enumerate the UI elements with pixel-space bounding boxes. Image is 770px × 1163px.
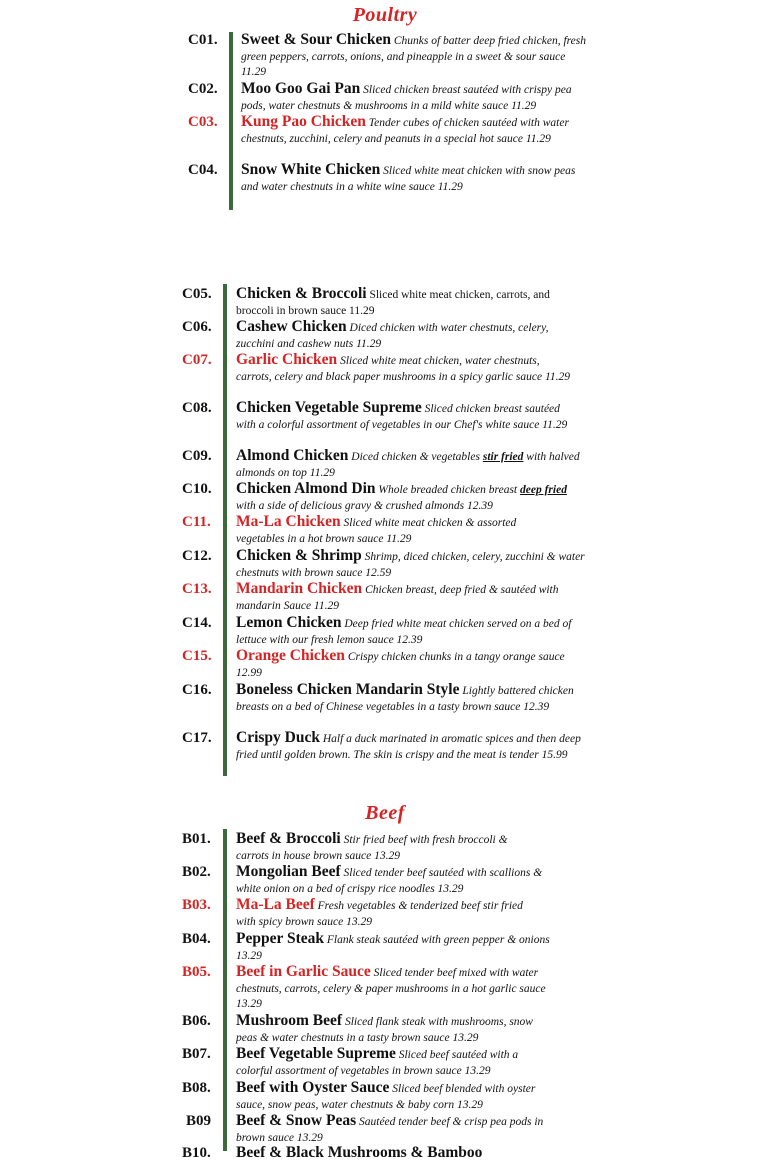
item-description: Sliced white meat chicken with snow peas and water chestnuts in a white wine sauce 11.29 bbox=[241, 165, 576, 193]
item-entry bbox=[236, 648, 576, 681]
item-entry bbox=[236, 1013, 556, 1046]
green-divider-bar bbox=[229, 32, 233, 210]
item-entry bbox=[236, 581, 566, 614]
item-name: Snow White Chicken bbox=[241, 161, 381, 178]
item-description: Fresh vegetables & tenderized beef stir fried with spicy brown sauce 13.29 bbox=[236, 900, 523, 928]
item-entry bbox=[236, 682, 576, 715]
item-name: Beef Vegetable Supreme bbox=[236, 1045, 396, 1062]
item-code: C02. bbox=[188, 81, 218, 97]
item-description: Sliced beef blended with oyster sauce, snow peas, water chestnuts & baby corn 13.29 bbox=[236, 1083, 536, 1111]
item-entry bbox=[236, 1113, 546, 1146]
item-code: C15. bbox=[182, 648, 212, 664]
item-description: Shrimp, diced chicken, celery, zucchini & water chestnuts with brown sauce 12.59 bbox=[236, 551, 585, 579]
item-code: B05. bbox=[182, 964, 211, 980]
item-description: Sliced white meat chicken & assorted vegetables in a hot brown sauce 11.29 bbox=[236, 517, 517, 545]
item-name: Mongolian Beef bbox=[236, 863, 341, 880]
item-code: B10. bbox=[182, 1145, 211, 1161]
poultry-block-1 bbox=[0, 32, 770, 212]
item-entry bbox=[236, 481, 581, 514]
item-code: B07. bbox=[182, 1046, 211, 1062]
item-code: C13. bbox=[182, 581, 212, 597]
item-code: C06. bbox=[182, 319, 212, 335]
item-entry bbox=[236, 448, 581, 481]
item-description: Sliced chicken breast sautéed with crispy pea pods, water chestnuts & mushrooms in a mild white sauce 11.29 bbox=[241, 84, 572, 112]
item-entry bbox=[241, 162, 586, 195]
item-description: with a side of delicious gravy & crushed almonds 12.39 bbox=[236, 499, 493, 512]
item-entry bbox=[236, 864, 556, 897]
item-name: Cashew Chicken bbox=[236, 318, 347, 335]
item-entry bbox=[236, 319, 581, 352]
item-description: Diced chicken with water chestnuts, celery, zucchini and cashew nuts 11.29 bbox=[236, 322, 549, 350]
item-name: Chicken & Broccoli bbox=[236, 285, 367, 302]
item-description: Deep fried white meat chicken served on a bed of lettuce with our fresh lemon sauce 12.39 bbox=[236, 618, 572, 646]
item-name: Kung Pao Chicken bbox=[241, 113, 366, 130]
item-entry bbox=[236, 400, 581, 433]
item-entry bbox=[236, 931, 556, 964]
item-description: Crispy chicken chunks in a tangy orange sauce 12.99 bbox=[236, 651, 565, 679]
item-description: Sliced flank steak with mushrooms, snow peas & water chestnuts in a tasty brown sauce 13.29 bbox=[236, 1016, 533, 1044]
item-entry bbox=[236, 514, 566, 547]
item-code: C09. bbox=[182, 448, 212, 464]
item-name: Chicken Almond Din bbox=[236, 480, 376, 497]
item-name: Beef & Broccoli bbox=[236, 830, 341, 847]
item-code: C16. bbox=[182, 682, 212, 698]
item-name: Beef in Garlic Sauce bbox=[236, 963, 371, 980]
item-description: Sliced tender beef sautéed with scallions & white onion on a bed of crispy rice noodles 13.29 bbox=[236, 867, 543, 895]
item-entry bbox=[236, 1080, 556, 1113]
item-description-emphasis: stir fried bbox=[482, 451, 524, 463]
item-description: Lightly battered chicken breasts on a bed of Chinese vegetables in a tasty brown sauce 12.39 bbox=[236, 685, 574, 713]
item-code: B04. bbox=[182, 931, 211, 947]
item-description: Stir fried beef with fresh broccoli & carrots in house brown sauce 13.29 bbox=[236, 834, 508, 862]
section-title-poultry: Poultry bbox=[352, 4, 418, 26]
item-description: Sliced white meat chicken, water chestnuts, carrots, celery and black paper mushrooms in a spicy garlic sauce 11.29 bbox=[236, 355, 570, 383]
item-name: Chicken Vegetable Supreme bbox=[236, 399, 422, 416]
item-description: Diced chicken & vegetables bbox=[348, 451, 483, 463]
item-name: Beef with Oyster Sauce bbox=[236, 1079, 390, 1096]
item-description: Sliced chicken breast sautéed with a colorful assortment of vegetables in our Chef's white sauce 11.29 bbox=[236, 403, 568, 431]
item-description: with halved almonds on top 11.29 bbox=[236, 451, 580, 479]
item-code: C07. bbox=[182, 352, 212, 368]
item-description: Chunks of batter deep fried chicken, fresh green peppers, carrots, onions, and pineapple in a sweet & sour sauce 11.29 bbox=[241, 35, 587, 78]
item-description: Sliced beef sautéed with a colorful assortment of vegetables in brown sauce 13.29 bbox=[236, 1049, 519, 1077]
item-code: B02. bbox=[182, 864, 211, 880]
item-description: Flank steak sautéed with green pepper & onions 13.29 bbox=[236, 934, 550, 962]
item-entry bbox=[236, 352, 576, 385]
item-entry bbox=[241, 32, 586, 81]
item-code: C12. bbox=[182, 548, 212, 564]
item-code: B03. bbox=[182, 897, 211, 913]
item-entry bbox=[236, 831, 541, 864]
item-description-emphasis: deep fried bbox=[520, 484, 567, 496]
item-code: B08. bbox=[182, 1080, 211, 1096]
item-code: C11. bbox=[182, 514, 211, 530]
item-entry bbox=[236, 964, 556, 1013]
section-title-beef: Beef bbox=[365, 802, 405, 824]
item-entry bbox=[236, 286, 586, 319]
item-code: C14. bbox=[182, 615, 212, 631]
green-divider-bar bbox=[223, 284, 227, 776]
item-entry bbox=[236, 897, 536, 930]
item-name: Pepper Steak bbox=[236, 930, 324, 947]
item-description: Sliced white meat chicken, carrots, and broccoli in brown sauce 11.29 bbox=[236, 289, 550, 317]
item-name: Boneless Chicken Mandarin Style bbox=[236, 681, 460, 698]
item-entry bbox=[236, 1145, 566, 1163]
item-code: B06. bbox=[182, 1013, 211, 1029]
item-name: Crispy Duck bbox=[236, 729, 320, 746]
item-entry bbox=[236, 730, 588, 763]
item-name: Ma-La Chicken bbox=[236, 513, 341, 530]
beef-block bbox=[0, 829, 770, 1161]
item-code: C08. bbox=[182, 400, 212, 416]
item-name: Lemon Chicken bbox=[236, 614, 342, 631]
item-code: C04. bbox=[188, 162, 218, 178]
item-entry bbox=[241, 81, 596, 114]
item-name: Mandarin Chicken bbox=[236, 580, 363, 597]
poultry-block-2 bbox=[0, 284, 770, 778]
item-code: B01. bbox=[182, 831, 211, 847]
item-code: C05. bbox=[182, 286, 212, 302]
item-description: Half a duck marinated in aromatic spices and then deep fried until golden brown. The skin is crispy and the meat is tender 15.99 bbox=[236, 733, 581, 761]
item-description: Sautéed tender beef & crisp pea pods in brown sauce 13.29 bbox=[236, 1116, 544, 1144]
item-name: Beef & Snow Peas bbox=[236, 1112, 357, 1129]
item-description: Sliced tender beef mixed with water chestnuts, carrots, celery & paper mushrooms in a hot garlic sauce 13.29 bbox=[236, 967, 546, 1010]
item-name: Mushroom Beef bbox=[236, 1012, 343, 1029]
item-code: C01. bbox=[188, 32, 218, 48]
item-name: Chicken & Shrimp bbox=[236, 547, 362, 564]
item-code: C17. bbox=[182, 730, 212, 746]
item-entry bbox=[236, 615, 576, 648]
item-name: Almond Chicken bbox=[236, 447, 349, 464]
item-entry bbox=[236, 1046, 556, 1079]
item-code: C10. bbox=[182, 481, 212, 497]
item-name: Ma-La Beef bbox=[236, 896, 315, 913]
item-code: B09 bbox=[186, 1113, 212, 1129]
item-name: Garlic Chicken bbox=[236, 351, 338, 368]
item-name: Moo Goo Gai Pan bbox=[241, 80, 361, 97]
item-name: Beef & Black Mushrooms & Bamboo bbox=[236, 1144, 483, 1161]
item-description: Whole breaded chicken breast bbox=[375, 484, 520, 496]
item-entry bbox=[241, 114, 591, 147]
item-name: Sweet & Sour Chicken bbox=[241, 31, 391, 48]
item-code: C03. bbox=[188, 114, 218, 130]
item-description: Tender cubes of chicken sautéed with water chestnuts, zucchini, celery and peanuts in a special hot sauce 11.29 bbox=[241, 117, 569, 145]
item-description: Chicken breast, deep fried & sautéed with mandarin Sauce 11.29 bbox=[236, 584, 559, 612]
green-divider-bar bbox=[223, 829, 227, 1151]
item-name: Orange Chicken bbox=[236, 647, 345, 664]
item-entry bbox=[236, 548, 586, 581]
